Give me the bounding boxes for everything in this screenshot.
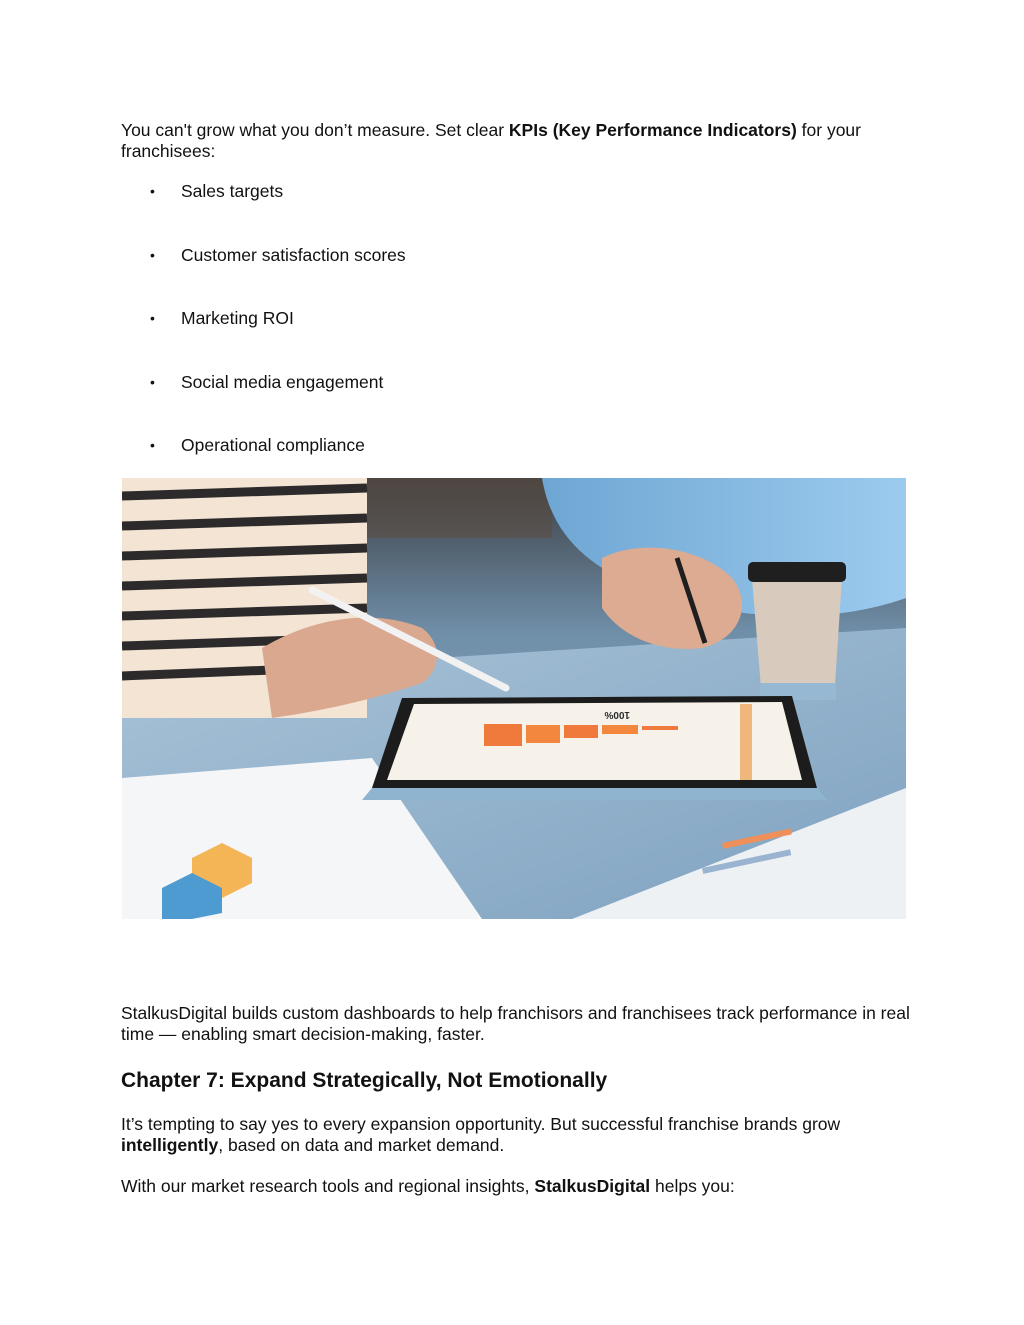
list-item (121, 245, 406, 266)
kpi-term: KPIs (Key Performance Indicators) (508, 120, 797, 140)
intelligently-term: intelligently (121, 1135, 219, 1155)
list-item (121, 435, 406, 456)
kpi-label: Social media engagement (181, 371, 384, 392)
tablet-percentage: 100% (604, 709, 630, 720)
expansion-paragraph (121, 1114, 911, 1156)
research-paragraph (121, 1176, 911, 1197)
kpi-label: Marketing ROI (181, 308, 294, 328)
bullet-icon: • (150, 310, 155, 326)
chapter-heading: Chapter 7: Expand Strategically, Not Emotionally (121, 1069, 608, 1092)
coffee-cup (748, 562, 846, 700)
list-item (121, 372, 406, 393)
bullet-icon: • (150, 246, 155, 263)
kpi-label: Sales targets (181, 181, 284, 201)
bullet-icon: • (150, 437, 155, 453)
intro-text-end: for your franchisees: (121, 120, 861, 161)
expansion-text-end: , based on data and market demand. (218, 1135, 505, 1155)
research-text-end: helps you: (650, 1176, 735, 1196)
intro-paragraph (121, 120, 911, 162)
intro-text: You can't grow what you don’t measure. Set clear (121, 120, 509, 140)
list-item (121, 181, 406, 202)
expansion-text: It’s tempting to say yes to every expansion opportunity. But successful franchise brands grow (121, 1114, 841, 1134)
kpi-label: Customer satisfaction scores (181, 244, 406, 265)
research-text: With our market research tools and regional insights, (121, 1176, 535, 1196)
bullet-icon: • (150, 373, 155, 390)
tablet (362, 696, 827, 800)
kpi-label: Operational compliance (181, 435, 365, 455)
team-reviewing-tablet-photo (122, 478, 906, 919)
bullet-icon: • (150, 183, 155, 199)
kpi-list (121, 181, 406, 499)
list-item (121, 308, 406, 329)
dashboards-paragraph: StalkusDigital builds custom dashboards to help franchisors and franchisees track performance in real time — enabling smart decision-making, faster. (121, 1003, 910, 1044)
brand-name: StalkusDigital (534, 1176, 651, 1196)
